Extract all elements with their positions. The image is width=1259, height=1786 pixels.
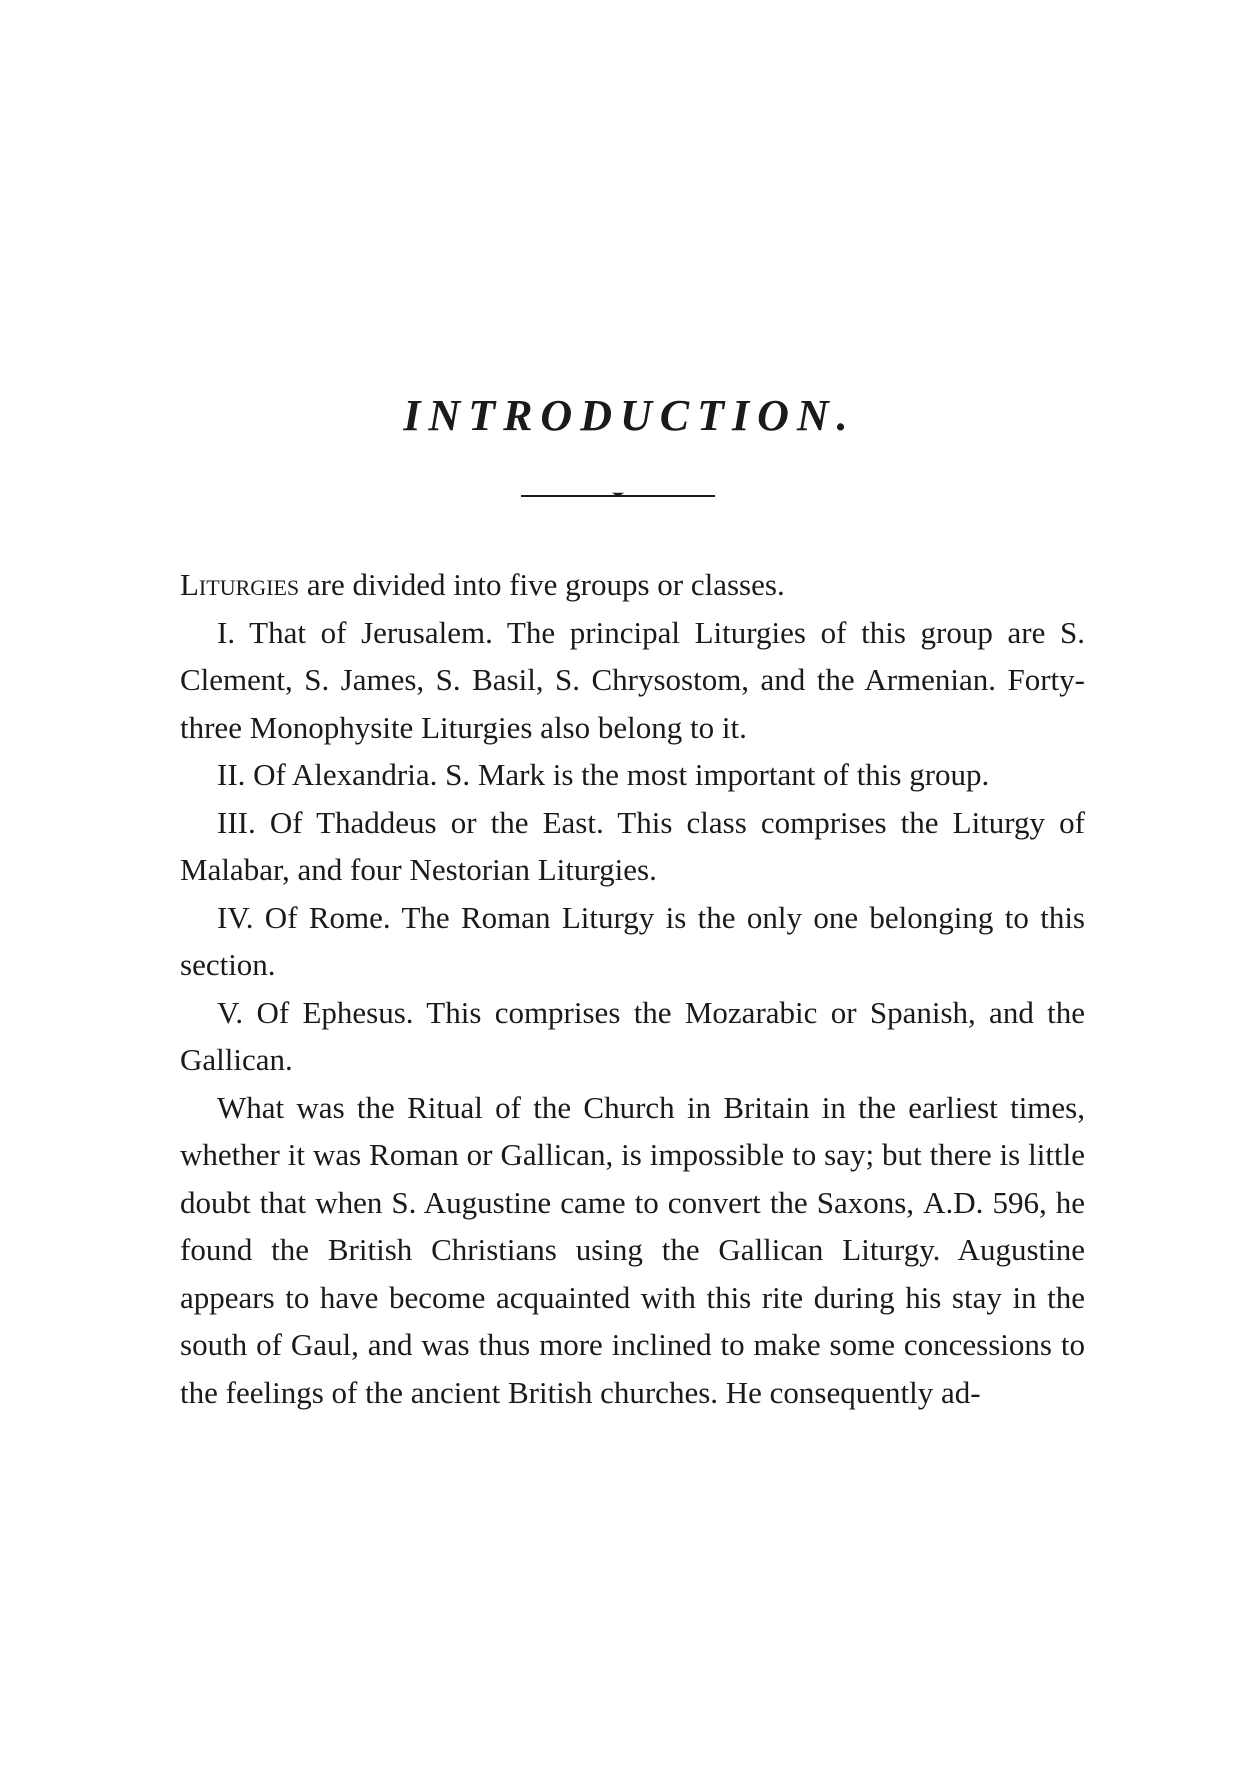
page-title: INTRODUCTION. [403,391,856,441]
paragraph-britain [180,1084,1085,1417]
paragraph-ephesus: V. Of Ephesus. This comprises the Mozarabic or Spanish, and the Gallican. [180,994,1085,1077]
paragraph-alexandria: II. Of Alexandria. S. Mark is the most important of this group. [217,757,990,792]
paragraph-jerusalem: I. That of Jerusalem. The principal Liturgies of this group are S. Clement, S. James, S. Basil, S. Chrysostom, and the Armenian. Forty-three Monophysite Liturgies also belong to it. [180,614,1085,745]
paragraph-text: are divided into five groups or classes. [299,567,785,602]
paragraph-text: What was the Ritual of the Church in Britain in the earliest times, whether it was Roman or Gallican, is impossible to say; but there is little doubt that when S. Augustine came to convert the Saxons, [180,1089,1085,1220]
paragraph-text: 596, he found the British Christians using the Gallican Liturgy. Augustine appears to have become acquainted with this rite during his stay in the south of Gaul, and was thus more inclined to make some concessions to the feelings of the ancient British churches. He consequently ad- [180,1184,1085,1410]
era-abbreviation: A.D. [923,1184,984,1220]
paragraph-intro [180,561,1085,609]
paragraph-thaddeus: III. Of Thaddeus or the East. This class comprises the Liturgy of Malabar, and four Nestorian Liturgies. [180,804,1085,887]
paragraph-lead-word: Liturgies [180,567,300,602]
paragraph-rome: IV. Of Rome. The Roman Liturgy is the only one belonging to this section. [180,899,1085,982]
body-text [180,561,1085,1416]
